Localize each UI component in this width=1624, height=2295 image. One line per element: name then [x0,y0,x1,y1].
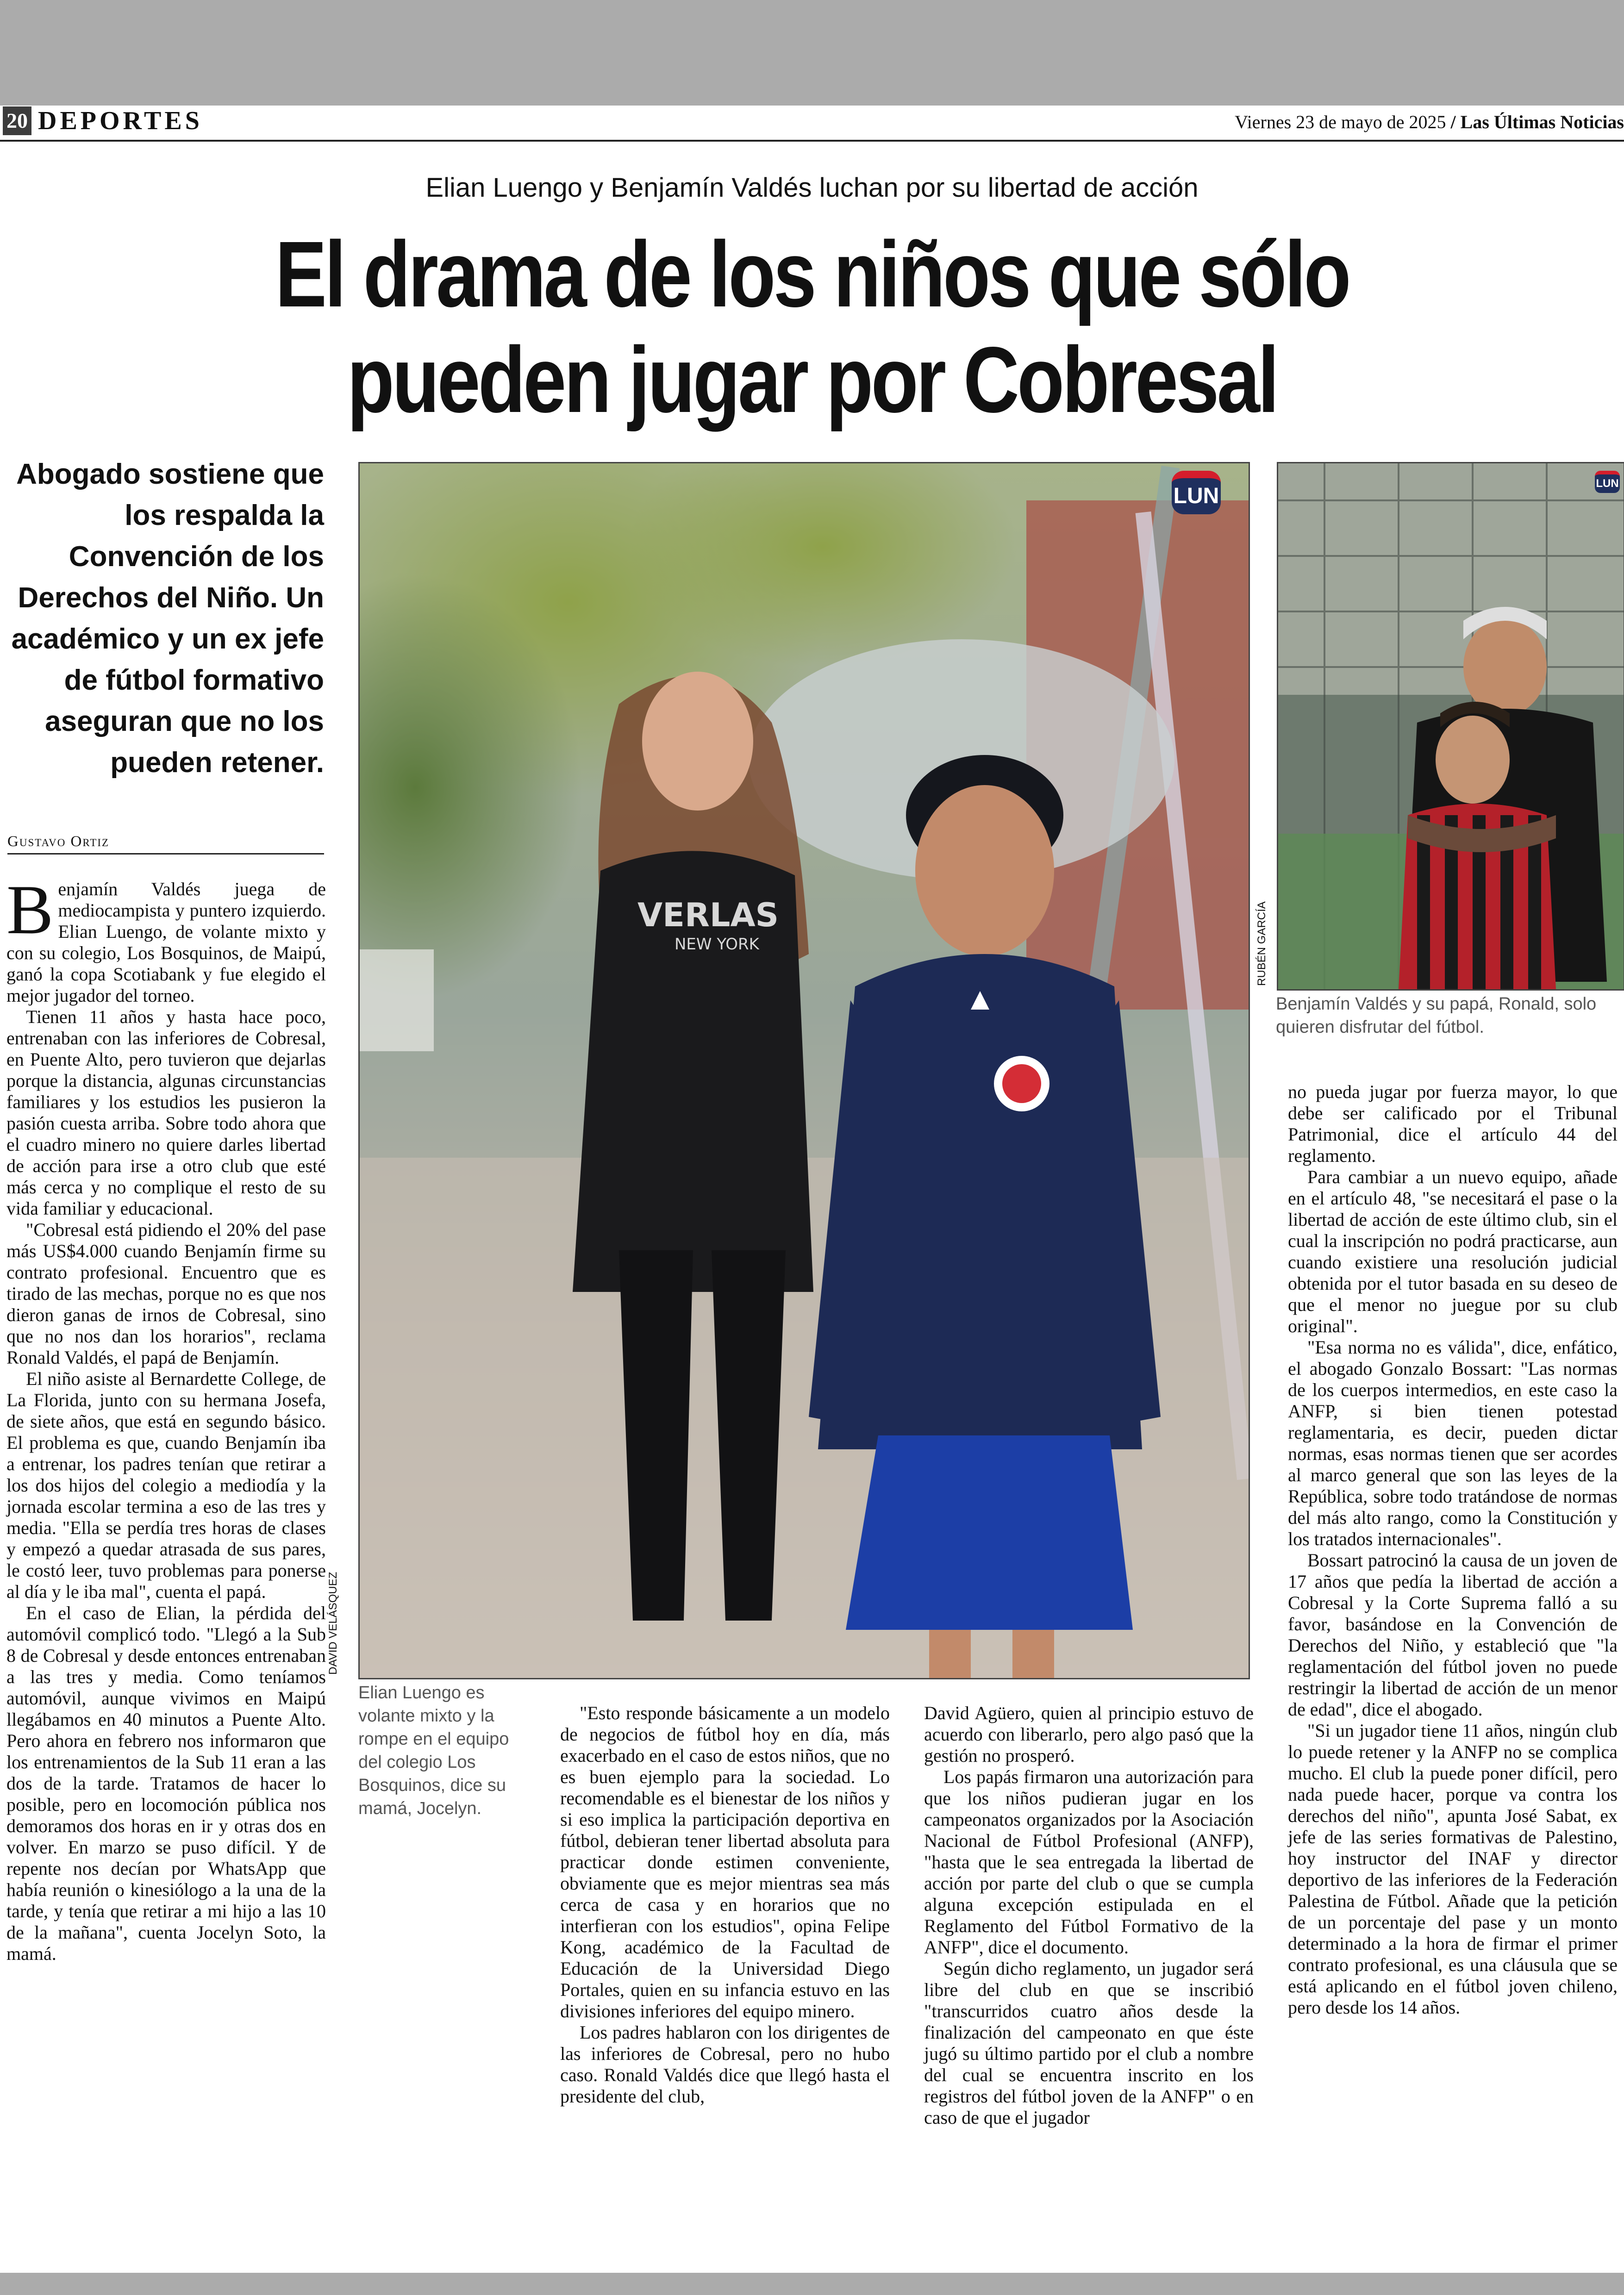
article-column-2 [560,1703,890,2107]
headline-line-1: El drama de los niños que sólo [275,222,1349,326]
article-paragraph: En el caso de Elian, la pérdida del automóvil complicó todo. "Llegó a la Sub 8 de Cobresal y desde entonces entrenaban a las tres y media. Como teníamos automóvil, aunque vivimos en Maipú llegábamos en 40 minutos a Puente Alto. Pero ahora en febrero nos informaron que los entrenamientos de la Sub 11 eran a las dos de la tarde. Tratamos de hacer lo posible, pero en locomoción pública nos demoramos dos horas en ir y otras dos en volver. En marzo se puso difícil. Y de repente nos decían por WhatsApp que había reunión o kinesiólogo a la una de la tarde, y tenía que retirar a mi hijo a las 10 de la mañana", cuenta Jocelyn Soto, la mamá. [6,1603,326,1964]
photo-caption-side: Benjamín Valdés y su papá, Ronald, solo quieren disfrutar del fútbol. [1276,994,1597,1037]
article-paragraph: Tienen 11 años y hasta hace poco, entrenaban con las inferiores de Cobresal, en Puente Alto, pero tuvieron que dejarlas porque la distancia, algunas circunstancias familiares y los estudios les pusieron la pasión cuesta arriba. Sobre todo ahora que el cuadro minero no quiere darles libertad de acción para irse a otro club que esté más cerca y no complique el resto de su vida familiar y educacional. [6,1006,326,1219]
shirt-print-sub: NEW YORK [675,935,759,954]
section-title: DEPORTES [38,106,203,135]
bottom-margin-band [0,2273,1624,2295]
article-paragraph: El niño asiste al Bernardette College, de La Florida, junto con su hermana Josefa, de siete años, que está en segundo básico. El problema es que, cuando Benjamín iba a entrenar, los padres tenían que retirar a los dos hijos del colegio a mediodía y la jornada escolar termina a eso de las tres y media. "Ella se perdía tres horas de clases y empezó a quedar atrasada de sus pares, le costó leer, tuvo problemas para ponerse al día y le iba mal", cuenta el papá. [6,1368,326,1602]
drop-cap: B [6,871,54,948]
article-paragraph: David Agüero, quien al principio estuvo de acuerdo con liberarlo, pero algo pasó que la gestión no prosperó. [924,1703,1254,1766]
publication-name: Las Últimas Noticias [1460,112,1624,132]
headline-line-2: pueden jugar por Cobresal [347,327,1277,432]
lun-logo-small: LUN [1595,471,1620,493]
issue-date: Viernes 23 de mayo de 2025 [1235,112,1446,132]
article-paragraph: Los papás firmaron una autorización para que los niños pudieran jugar en los campeonatos organizados por la Asociación Nacional de Fútbol Profesional (ANFP), "hasta que le sea entregada la libertad de acción por parte del club o que se cumpla alguna excepción estipulada en el Reglamento del Fútbol Formativo de la ANFP", dice el documento. [924,1766,1254,1958]
photo-credit-side: RUBÉN GARCÍA [1255,901,1268,986]
dateline-separator: / [1450,112,1456,132]
top-margin-band [0,0,1624,106]
dateline [1235,111,1624,133]
side-photo-illustration [1278,463,1624,989]
article-paragraph: Bossart patrocinó la causa de un joven de 17 años que pedía la libertad de acción a Cobresal y la Corte Suprema falló a su favor, basándose en la Convención de Derechos del Niño, y estableció que "la reglamentación del fútbol joven no puede restringir la libertad de acción de un menor de edad", dice el abogado. [1288,1550,1618,1720]
side-photo [1277,462,1624,991]
byline: Gustavo Ortiz [7,833,324,854]
article-paragraph: Para cambiar a un nuevo equipo, añade en el artículo 48, "se necesitará el pase o la libertad de acción de este último club, sin el cual la inscripción no podrá practicarse, aun cuando existiere una resolución judicial obtenida por el tutor basada en su deseo de que el menor no juegue por su club original". [1288,1166,1618,1336]
photo-caption-main: Elian Luengo es volante mixto y la rompe en el equipo del colegio Los Bosquinos, dice su mamá, Jocelyn. [358,1683,509,1818]
article-paragraph: "Cobresal está pidiendo el 20% del pase más US$4.000 cuando Benjamín firme su contrato profesional. Encuentro que es tirado de las mechas, porque no es que nos dieron ganas de irnos de Cobresal, sino que no nos dan los horarios", reclama Ronald Valdés, el papá de Benjamín. [6,1219,326,1368]
article-paragraph: no pueda jugar por fuerza mayor, lo que debe ser calificado por el Tribunal Patrimonial, dice el artículo 44 del reglamento. [1288,1081,1618,1166]
article-paragraph: Los padres hablaron con los dirigentes de las inferiores de Cobresal, pero no hubo caso. Ronald Valdés dice que llegó hasta el presidente del club, [560,2022,890,2107]
kicker: Elian Luengo y Benjamín Valdés luchan por su libertad de acción [425,173,1199,203]
article-paragraph: "Si un jugador tiene 11 años, ningún club lo puede retener y la ANFP no se complica mucho. El club la puede poner difícil, pero nada puede hacer, porque va contra los derechos del niño", apunta José Sabat, ex jefe de las series formativas de Palestino, hoy instructor del INAF y director deportivo de las inferiores de la Federación Palestina de Fútbol. Añade que la petición de un porcentaje del pase y un monto determinado a la hora de firmar el primer contrato profesional, es una cláusula que se está aplicando en el fútbol joven chileno, pero desde los 14 años. [1288,1720,1618,2018]
page-number: 20 [3,106,31,135]
photo-credit-main: DAVID VELÁSQUEZ [327,1572,339,1675]
article-paragraph: "Esto responde básicamente a un modelo de negocios de fútbol hoy en día, más exacerbado en el caso de estos niños, que no es buen ejemplo para la sociedad. Lo recomendable es el bienestar de los niños y si eso implica la participación deportiva en fútbol, debieran tener libertad absoluta para practicar donde estimen conveniente, obviamente que es mejor mientras sea más cerca de casa y en horarios que no interfieran con los estudios", opina Felipe Kong, académico de la Facultad de Educación de la Universidad Diego Portales, quien en su infancia estuvo en las divisiones inferiores del equipo minero. [560,1703,890,2021]
subhead: Abogado sostiene que los respalda la Convención de los Derechos del Niño. Un académico y un ex jefe de fútbol formativo aseguran que no los pueden retener. [11,458,324,779]
article-paragraph: Benjamín Valdés juega de mediocampista y puntero izquierdo. Elian Luengo, de volante mixto y con su colegio, Los Bosquinos, de Maipú, ganó la copa Scotiabank y fue elegido el mejor jugador del torneo. [6,871,326,1006]
shirt-print: VERLAS [637,896,779,934]
article-column-1 [6,871,326,1964]
article-column-3 [924,1703,1254,2128]
article-column-4 [1288,1081,1618,2018]
headline [138,221,1486,432]
article-paragraph: "Esa norma no es válida", dice, enfático, el abogado Gonzalo Bossart: "Las normas de los cuerpos intermedios, en este caso la ANFP, si bien tienen potestad reglamentaria, es decir, pueden dictar normas, esas normas tienen que ser acordes al marco general que son las leyes de la República, sobre todo tratándose de normas del más alto rango, como la Constitución y los tratados internacionales". [1288,1337,1618,1549]
main-photo-illustration [360,463,1249,1678]
lun-logo: LUN [1172,471,1221,514]
main-photo [358,462,1250,1679]
header-rule [0,140,1624,142]
article-paragraph: Según dicho reglamento, un jugador será libre del club en que se inscribió "transcurridos cuatro años desde la finalización del campeonato en que éste jugó su último partido por el club a nombre del cual se encuentra inscrito en los registros del fútbol joven de la ANFP" o en caso de que el jugador [924,1958,1254,2128]
